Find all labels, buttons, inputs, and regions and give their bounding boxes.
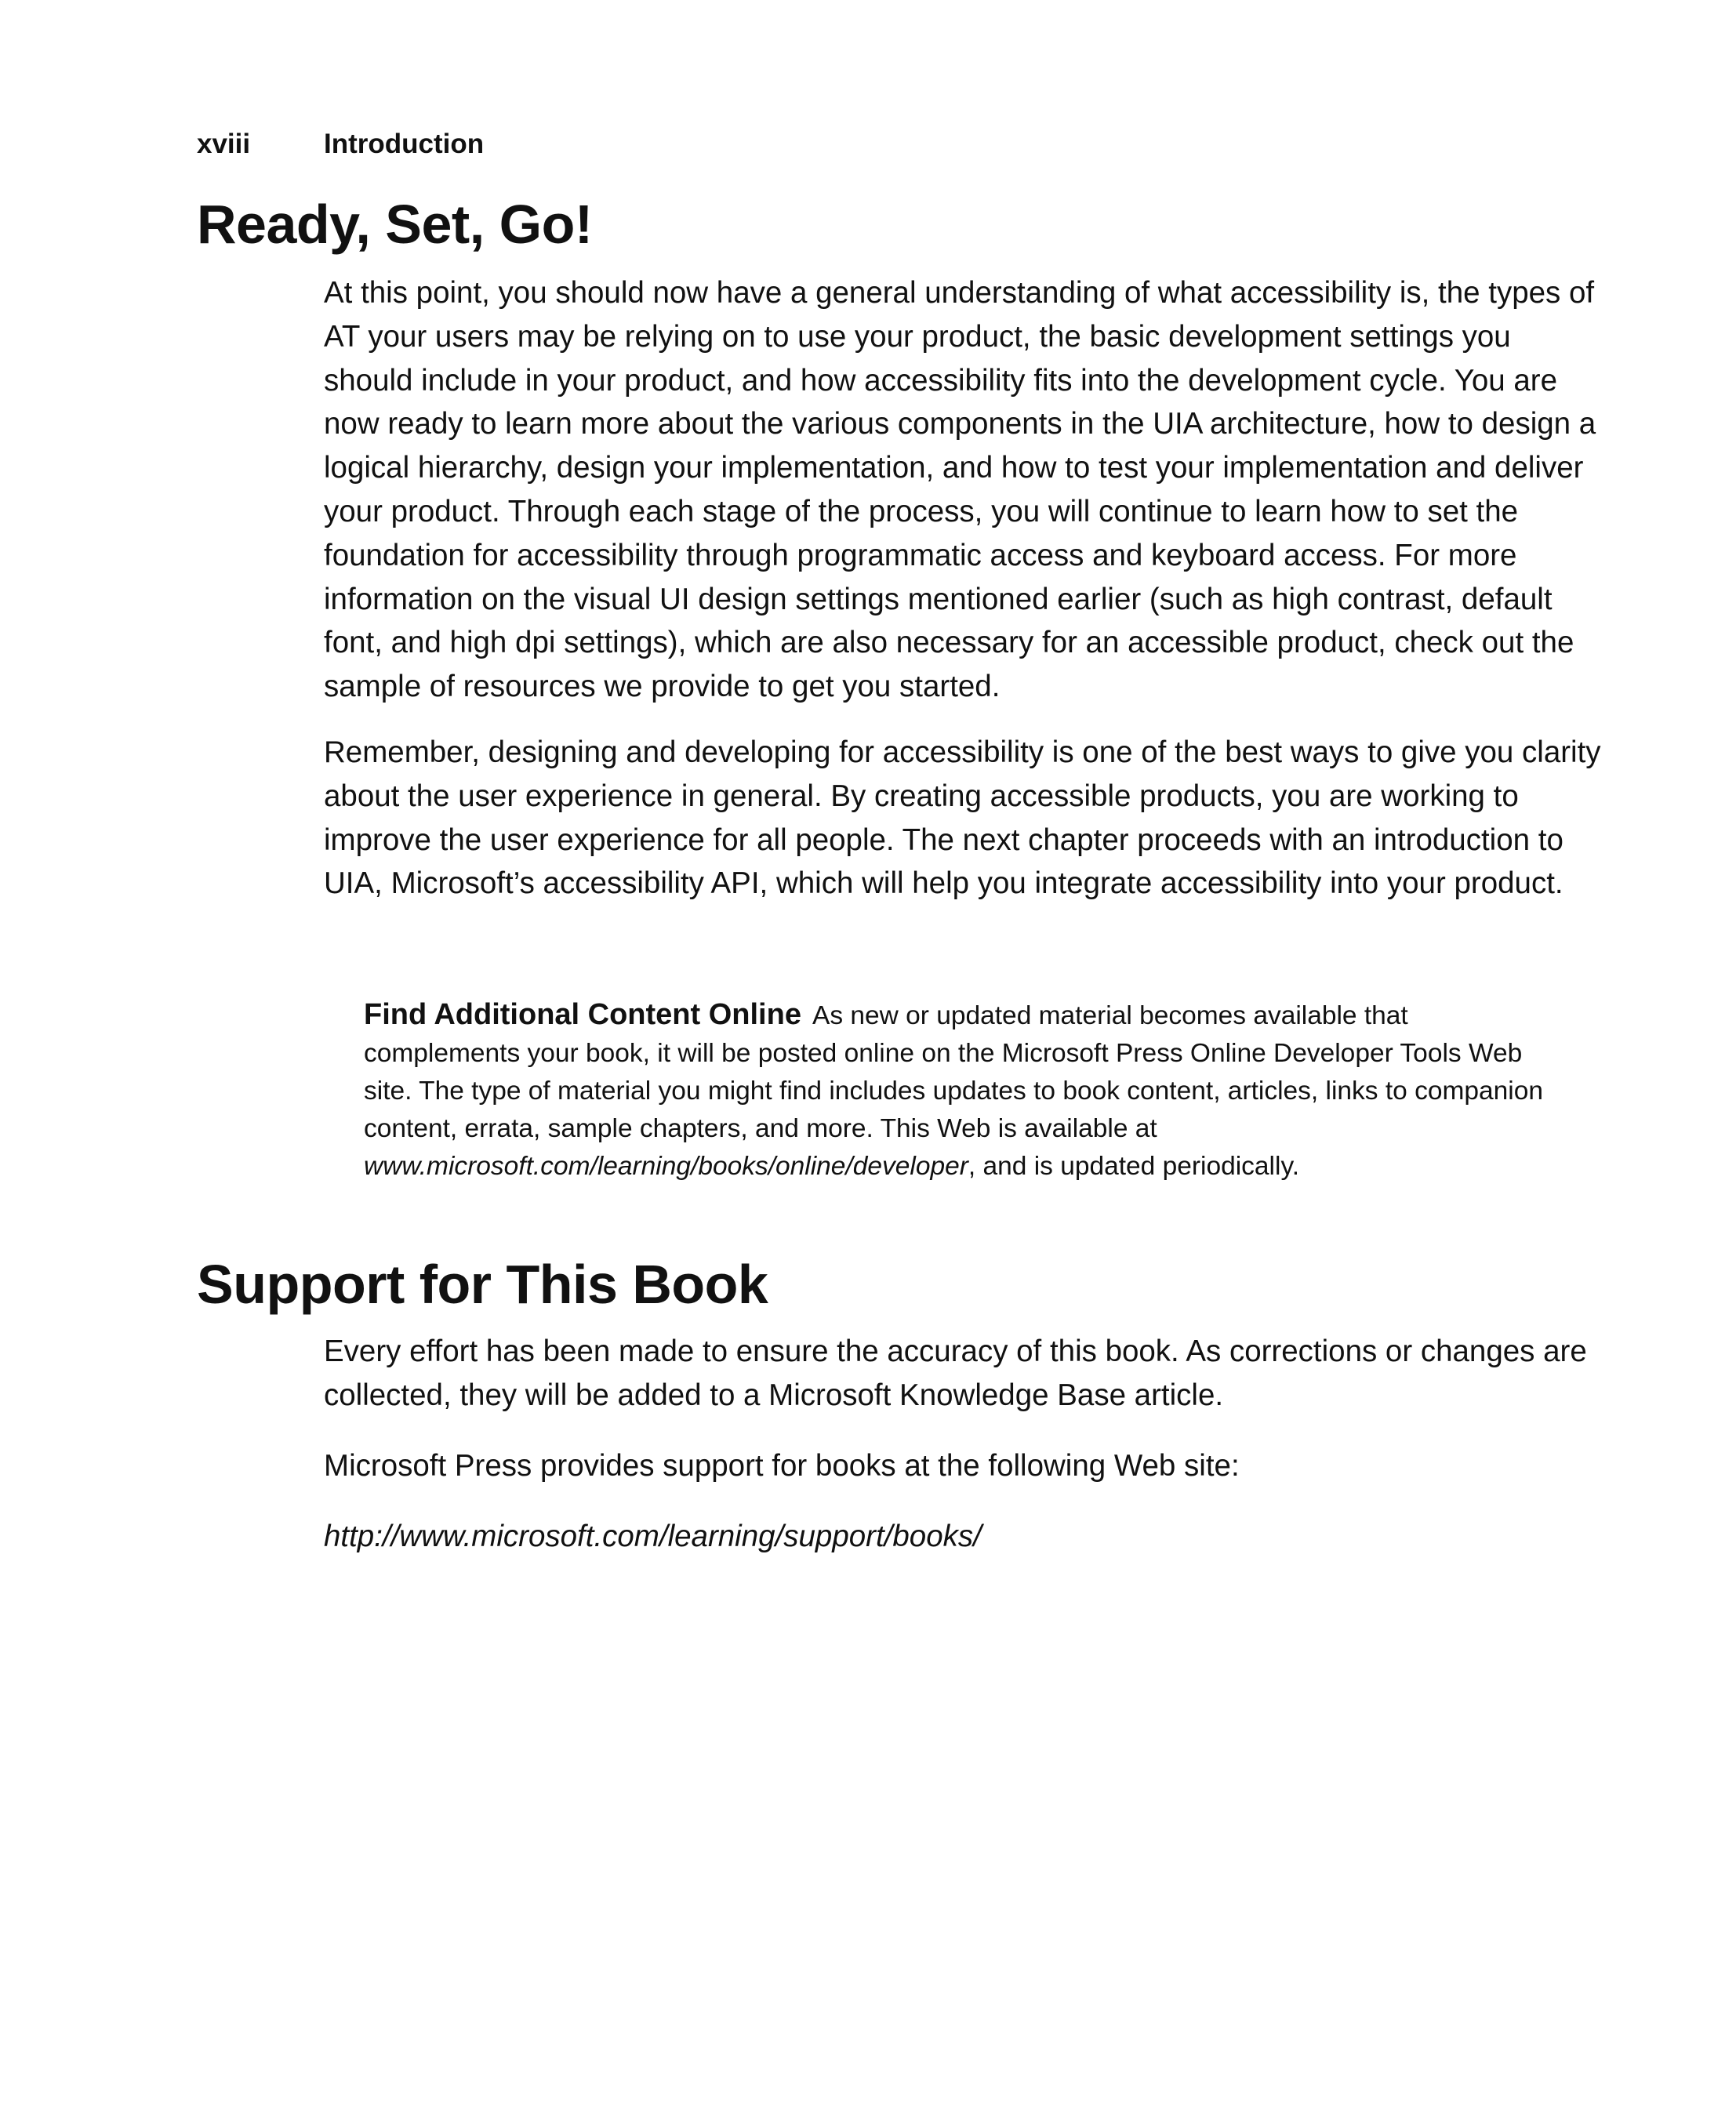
body-paragraph: Remember, designing and developing for accessibility is one of the best ways to give you clarity about the user experience in general. By creating accessible products, you are working to improve the user experience for all people. The next chapter proceeds with an introduction to UIA, Microsoft’s accessibility API, which will help you integrate accessibility into your product. [324,735,1601,901]
body-paragraph: At this point, you should now have a general understanding of what accessibility is, the types of AT your users may be relying on to use your product, the basic development settings you should include in your product, and how accessibility fits into the development cycle. You are now ready to learn more about the various components in the UIA architecture, how to design a logical hierarchy, design your implementation, and how to test your implementation and deliver your product. Through each stage of the process, you will continue to learn how to set the foundation for accessibility through programmatic access and keyboard access. For more information on the visual UI design settings mentioned earlier (such as high contrast, default font, and high dpi settings), which are also necessary for an accessible product, check out the sample of resources we provide to get you started. [324,276,1596,704]
section-heading-support: Support for This Book [197,1254,768,1315]
section-heading-ready-set-go: Ready, Set, Go! [197,194,593,255]
note-text: As new or updated material becomes available that complements your book, it will be posted online on the Microsoft Press Online Developer Tools Web site. The type of material you might find includes updates to book content, articles, links to companion content, errata, sample chapters, and more. This Web is available at [364,1001,1543,1143]
note-title: Find Additional Content Online [364,998,801,1031]
running-head-section: Introduction [324,129,485,159]
page-number: xviii [197,129,251,159]
note-link[interactable]: www.microsoft.com/learning/books/online/developer [364,1152,968,1181]
support-url-link[interactable]: http://www.microsoft.com/learning/support/books/ [324,1520,982,1553]
note-text-end: , and is updated periodically. [968,1152,1300,1181]
running-head [197,127,484,162]
body-paragraph: Microsoft Press provides support for books at the following Web site: [324,1449,1240,1483]
body-paragraph: Every effort has been made to ensure the accuracy of this book. As corrections or changes are collected, they will be added to a Microsoft Knowledge Base article. [324,1334,1587,1412]
note-box [364,996,1556,1186]
